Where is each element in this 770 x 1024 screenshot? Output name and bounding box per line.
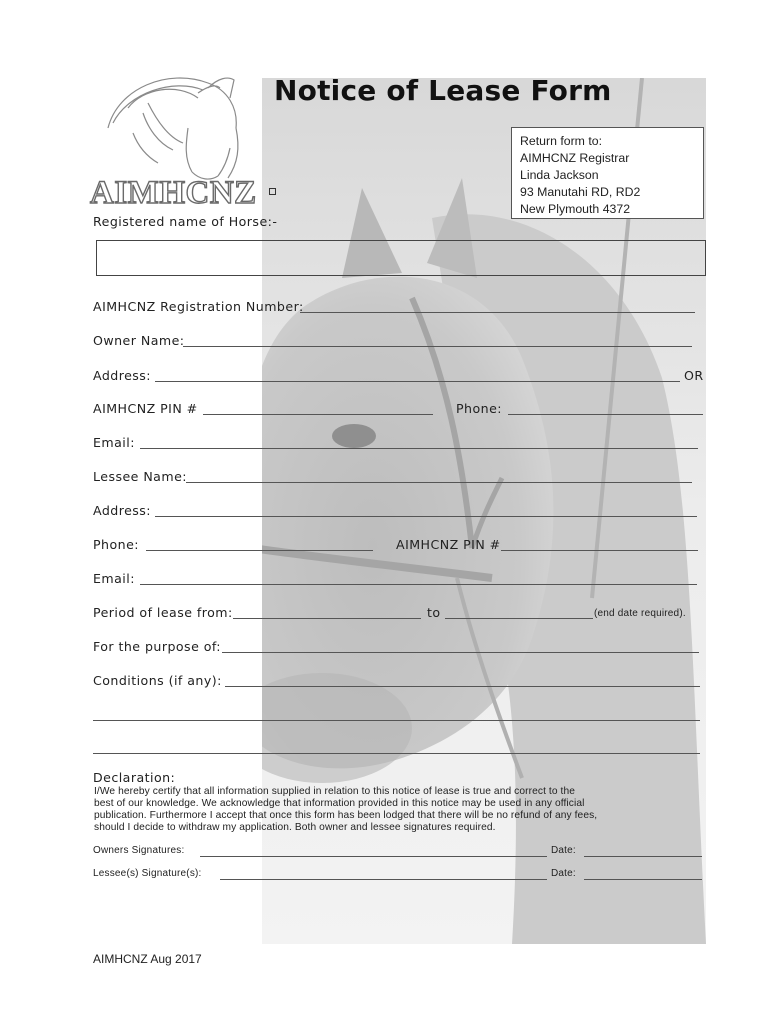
lessee-name-label: Lessee Name:: [93, 469, 187, 484]
lessee-phone-label: Phone:: [93, 537, 139, 552]
lessee-signatures-label: Lessee(s) Signature(s):: [93, 868, 202, 879]
conditions-field[interactable]: [225, 686, 700, 687]
owner-address-label: Address:: [93, 368, 151, 383]
owners-date-field[interactable]: [584, 856, 702, 857]
return-line: AIMHCNZ Registrar: [520, 151, 630, 165]
logo-text: AIMHCNZ: [90, 175, 257, 211]
registered-name-label: Registered name of Horse:-: [93, 214, 278, 229]
registration-number-label: AIMHCNZ Registration Number:: [93, 299, 304, 314]
owner-phone-label: Phone:: [456, 401, 502, 416]
owner-pin-field[interactable]: [203, 414, 433, 415]
declaration-line: publication. Furthermore I accept that once this form has been lodged that there will be no refund of any fees,: [94, 810, 598, 821]
period-from-field[interactable]: [233, 618, 421, 619]
registered-name-field[interactable]: [96, 240, 706, 276]
conditions-label: Conditions (if any):: [93, 673, 222, 688]
page-title: Notice of Lease Form: [274, 74, 612, 107]
lessee-pin-field[interactable]: [501, 550, 698, 551]
conditions-field-line-2[interactable]: [93, 720, 700, 721]
checkbox-square-icon: [269, 188, 276, 195]
period-label: Period of lease from:: [93, 605, 233, 620]
lessee-pin-label: AIMHCNZ PIN #: [396, 537, 501, 552]
owner-phone-field[interactable]: [508, 414, 703, 415]
registration-number-field[interactable]: [300, 312, 695, 313]
footer-text: AIMHCNZ Aug 2017: [93, 952, 202, 966]
or-label: OR: [684, 368, 704, 383]
return-line: Linda Jackson: [520, 168, 599, 182]
return-line: New Plymouth 4372: [520, 202, 631, 216]
owner-name-label: Owner Name:: [93, 333, 185, 348]
owner-address-field[interactable]: [155, 381, 680, 382]
owner-pin-label: AIMHCNZ PIN #: [93, 401, 198, 416]
end-date-note: (end date required).: [594, 608, 686, 619]
declaration-line: best of our knowledge. We acknowledge that information provided in this notice may be used in any official: [94, 798, 585, 809]
lessee-email-field[interactable]: [140, 584, 697, 585]
lessee-phone-field[interactable]: [146, 550, 373, 551]
period-to-field[interactable]: [445, 618, 593, 619]
lessee-date-label: Date:: [551, 868, 576, 879]
lessee-name-field[interactable]: [186, 482, 692, 483]
conditions-field-line-3[interactable]: [93, 753, 700, 754]
declaration-line: I/We hereby certify that all information supplied in relation to this notice of lease is true and correct to the: [94, 786, 576, 797]
declaration-line: should I decide to withdraw my application. Both owner and lessee signatures required.: [94, 822, 496, 833]
return-address-box: [511, 127, 704, 219]
lessee-address-field[interactable]: [155, 516, 697, 517]
owner-email-field[interactable]: [140, 448, 698, 449]
declaration-text: [94, 786, 694, 834]
owner-email-label: Email:: [93, 435, 135, 450]
purpose-label: For the purpose of:: [93, 639, 221, 654]
lessee-date-field[interactable]: [584, 879, 702, 880]
lessee-signature-field[interactable]: [220, 879, 547, 880]
to-label: to: [427, 605, 441, 620]
declaration-heading: Declaration:: [93, 770, 176, 785]
lessee-address-label: Address:: [93, 503, 151, 518]
owners-date-label: Date:: [551, 845, 576, 856]
return-line: Return form to:: [520, 134, 603, 148]
purpose-field[interactable]: [222, 652, 699, 653]
owners-signatures-label: Owners Signatures:: [93, 845, 185, 856]
return-line: 93 Manutahi RD, RD2: [520, 185, 641, 199]
owner-name-field[interactable]: [183, 346, 692, 347]
owners-signature-field[interactable]: [200, 856, 547, 857]
lessee-email-label: Email:: [93, 571, 135, 586]
